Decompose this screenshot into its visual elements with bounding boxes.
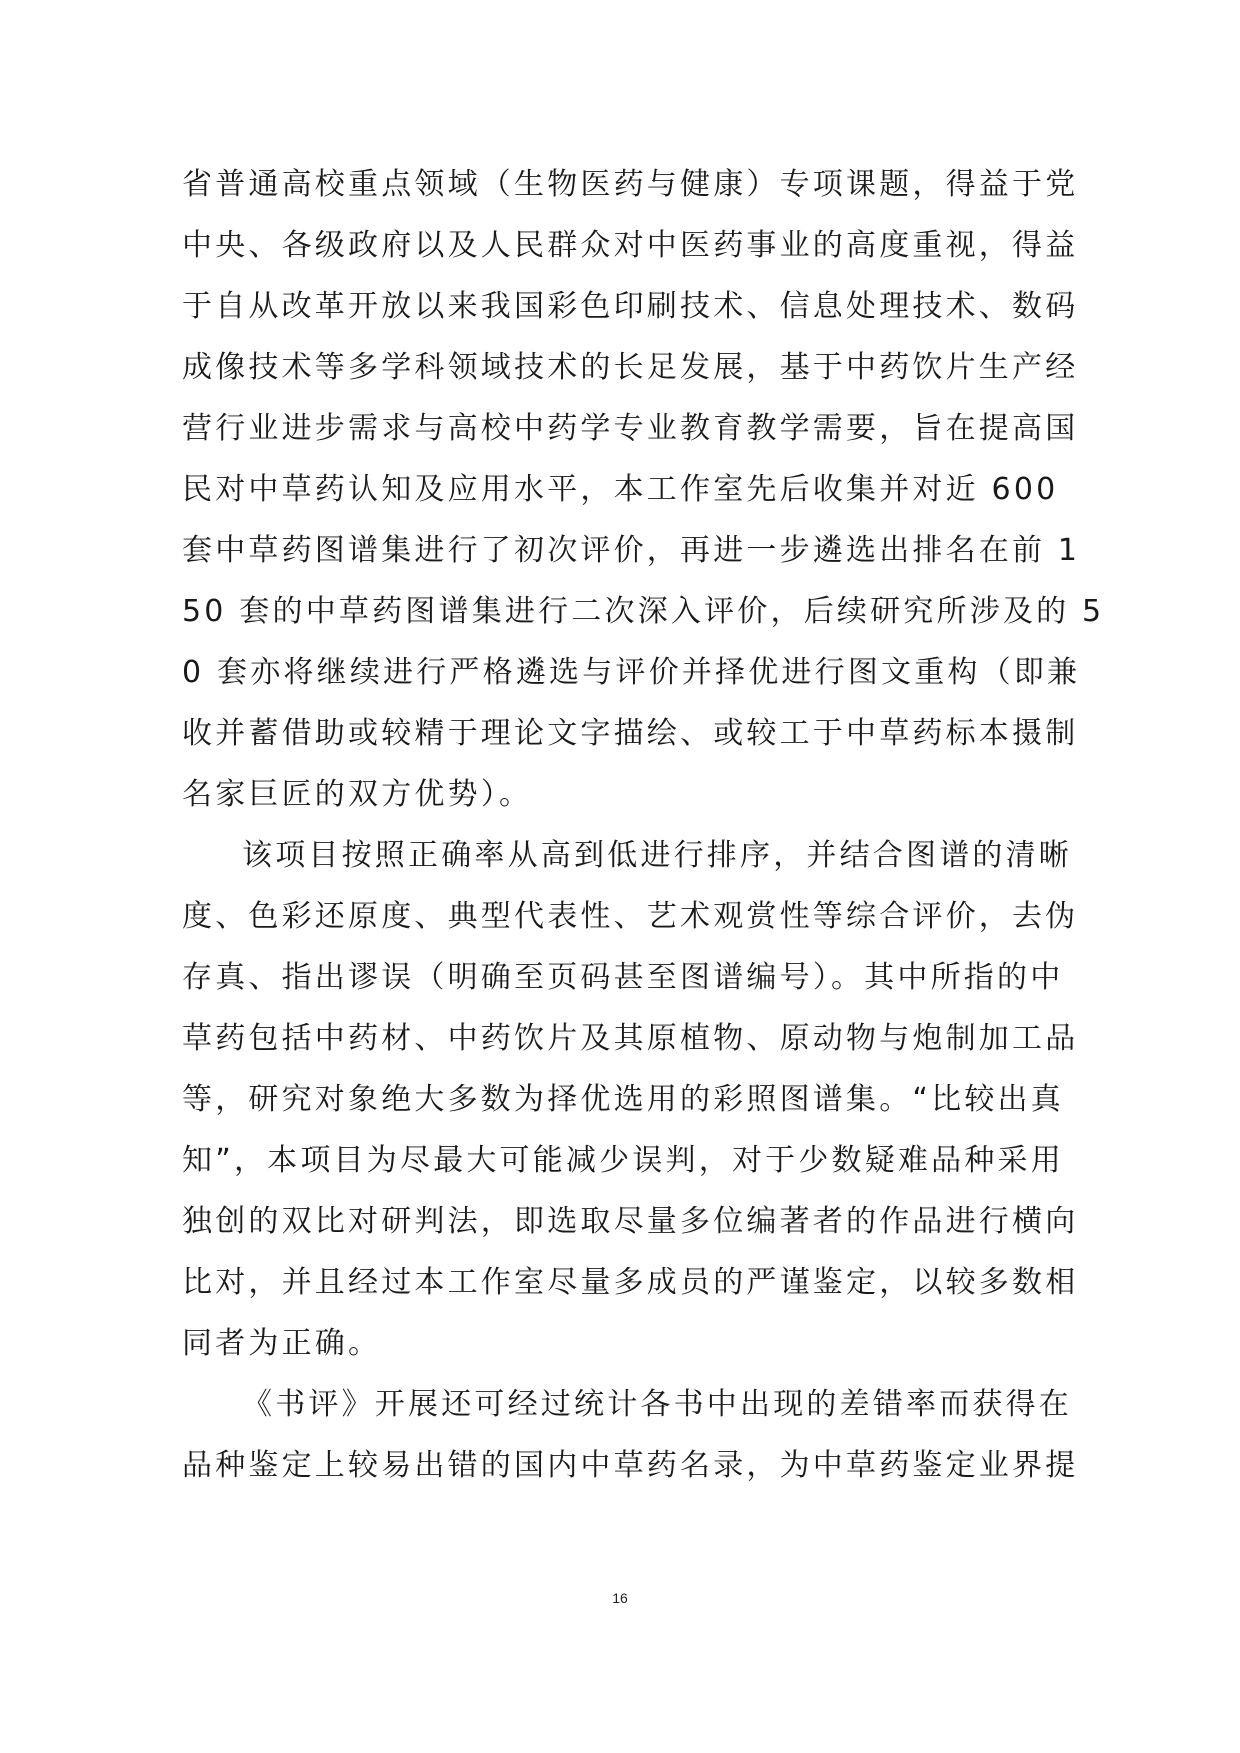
text-line: 知”，本项目为尽最大可能减少误判，对于少数疑难品种采用: [182, 1143, 1064, 1178]
text-line: 收并蓄借助或较精于理论文字描绘、或较工于中草药标本摄制: [182, 716, 1079, 751]
text-line: 套中草药图谱集进行了初次评价，再进一步遴选出排名在前 1: [182, 533, 1081, 568]
text-line: 等，研究对象绝大多数为择优选用的彩照图谱集。“比较出真: [182, 1082, 1064, 1117]
text-line: 中央、各级政府以及人民群众对中医药事业的高度重视，得益: [182, 228, 1079, 263]
text-line: 50 套的中草药图谱集进行二次深入评价，后续研究所涉及的 5: [182, 594, 1105, 629]
text-line: 品种鉴定上较易出错的国内中草药名录，为中草药鉴定业界提: [182, 1448, 1079, 1483]
body-text: [182, 154, 1105, 1496]
text-line: 于自从改革开放以来我国彩色印刷技术、信息处理技术、数码: [182, 289, 1079, 324]
text-line: 民对中草药认知及应用水平，本工作室先后收集并对近 600: [182, 472, 1059, 507]
paragraph-first-line: 《书评》开展还可经过统计各书中出现的差错率而获得在: [242, 1387, 1072, 1422]
text-line: 同者为正确。: [182, 1326, 382, 1361]
page-number: 16: [612, 1590, 628, 1606]
text-line: 省普通高校重点领域（生物医药与健康）专项课题，得益于党: [182, 167, 1079, 202]
paragraph-first-line: 该项目按照正确率从高到低进行排序，并结合图谱的清晰: [242, 838, 1072, 873]
text-line: 成像技术等多学科领域技术的长足发展，基于中药饮片生产经: [182, 350, 1079, 385]
text-line: 草药包括中药材、中药饮片及其原植物、原动物与炮制加工品: [182, 1021, 1079, 1056]
text-line: 比对，并且经过本工作室尽量多成员的严谨鉴定，以较多数相: [182, 1265, 1079, 1300]
text-line: 名家巨匠的双方优势）。: [182, 777, 533, 812]
text-line: 度、色彩还原度、典型代表性、艺术观赏性等综合评价，去伪: [182, 899, 1079, 934]
text-line: 0 套亦将继续进行严格遴选与评价并择优进行图文重构（即兼: [182, 655, 1081, 690]
text-line: 营行业进步需求与高校中药学专业教育教学需要，旨在提高国: [182, 411, 1079, 446]
text-line: 存真、指出谬误（明确至页码甚至图谱编号）。其中所指的中: [182, 960, 1064, 995]
text-line: 独创的双比对研判法，即选取尽量多位编著者的作品进行横向: [182, 1204, 1079, 1239]
